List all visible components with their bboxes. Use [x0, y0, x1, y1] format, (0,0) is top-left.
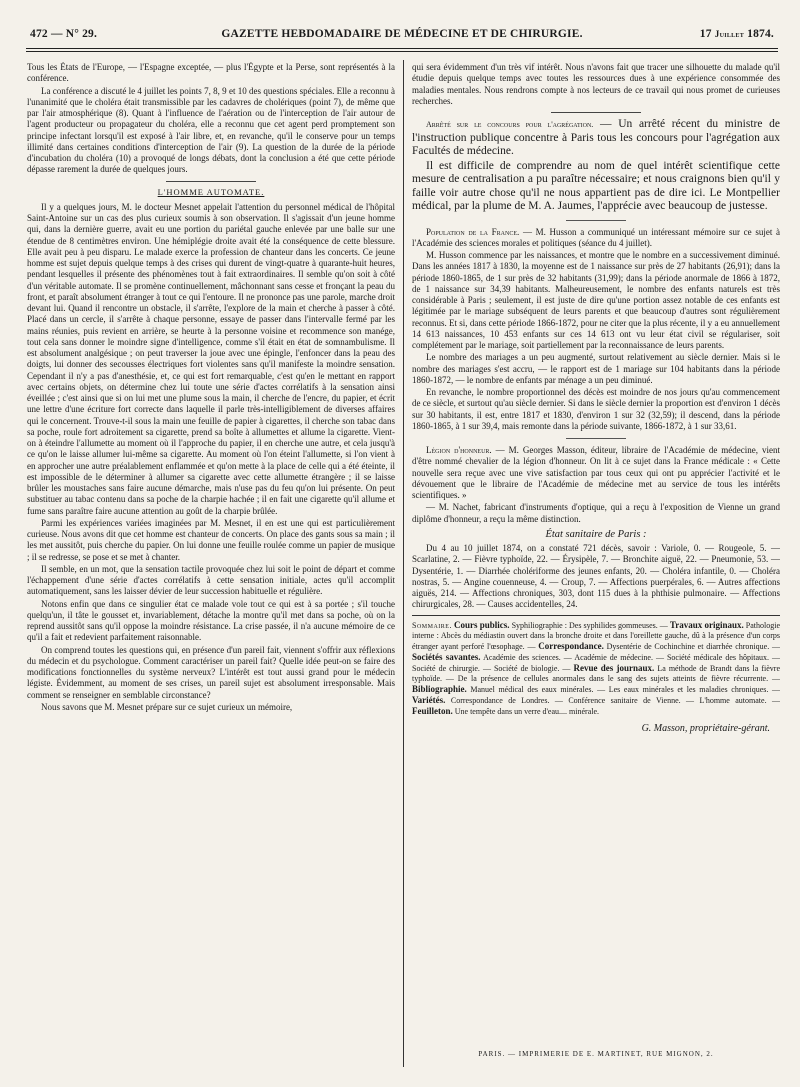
header-rule-bottom [26, 51, 778, 52]
section-divider [166, 181, 256, 182]
header-rule-top [26, 48, 778, 49]
news-item: Arrêté sur le concours pour l'agrégation. — Un arrêté récent du ministre de l'instruction publique concentre à Paris tous les concours pour l'agrégation aux Facultés de médecine. [412, 118, 780, 157]
paragraph: Il semble, en un mot, que la sensation tactile provoquée chez lui soit le point de départ et comme l'échappement d'une série d'actes corrélatifs à cette sensation initiale, actes qu'il accomplit automatiquement, sans les laisser dévier de leur succession habituelle et régulière. [27, 563, 395, 597]
publisher-signature: G. Masson, propriétaire-gérant. [641, 722, 770, 734]
health-report: Du 4 au 10 juillet 1874, on a constaté 721 décès, savoir : Variole, 0. — Rougeole, 5. — Scarlatine, 2. — Fièvre typhoïde, 22. — Érysipèle, 7. — Bronchite aiguë, 22. — Pneumonie, 53. — Dysentérie, 1. — Diarrhée cholériforme des jeunes enfants, 20. — Choléra infantile, 0. — Choléra nostras, 5. — Angine couenneuse, 4. — Croup, 7. — Affections puerpérales, 6. — Autres affections aiguës, 214. — Affections chroniques, 303, dont 115 dues à la phthisie pulmonaire. — Affections chirurgicales, 28. — Causes accidentelles, 24. [412, 543, 780, 610]
health-report-title: État sanitaire de Paris : [545, 528, 647, 540]
section-heading: L'HOMME AUTOMATE. [157, 186, 265, 197]
news-item: Légion d'honneur. — M. Georges Masson, éditeur, libraire de l'Académie de médecine, vient d'être nommé chevalier de la légion d'honneur. On lit à ce sujet dans la France médicale : « Cette nouvelle sera reçue avec une vive satisfaction par tous ceux qui ont pu apprécier l'activité et le dévouement que le libraire de l'Académie de médecine met au service de tous les intérêts scientifiques. » [412, 445, 780, 500]
divider [412, 615, 780, 616]
paragraph: M. Husson commence par les naissances, et montre que le nombre en a successivement diminué. Dans les années 1817 à 1830, la moyenne est de 1 naissance sur près de 27 habitants (26,91); dans la période 1860-1865, de 1 sur près de 32 habitants (31,99); dans la période anormale de 1866 à 1872, de 1 naissance sur 34,39 habitants. Malheureusement, le nombre des enfants naturels est très considérable à Paris ; seulement, il est juste de dire qu'une portion assez notable de ces enfants est légitimée par le mariage subséquent de leurs parents et que beaucoup d'autres sont régulièrement reconnus. Et si, dans cette période 1866-1872, pour ne citer que la plus récente, il y a eu annuellement 14 613 naissances, 10 453 enfants sur ces 14 613 ont vu leur état civil se régulariser, soit complétement par le mariage, soit partiellement par la reconnaissance de leurs parents. [412, 250, 780, 350]
left-column [27, 62, 395, 1062]
paragraph: Le nombre des mariages a un peu augmenté, surtout relativement au siècle dernier. Mais si le nombre des mariages s'est accru, — le rapport est de 1 mariage sur 104 habitants dans la période 1860-1872, — le nombre de enfants par ménage a un peu diminué. [412, 352, 780, 385]
column-divider [403, 60, 404, 1067]
issue-date: 17 Juillet 1874. [699, 28, 774, 40]
table-of-contents: Sommaire. Cours publics. Syphiliographie : Des syphilides gommeuses. — Travaux originaux. Pathologie interne : Abcès du médiastin ouvert dans la bronche droite et dans l'oreillette gauche, dû à la présence d'un corps étranger ayant perforé l'œsophage. — Correspondance. Dysentérie de Cochinchine et diarrhée chronique. — Sociétés savantes. Académie des sciences. — Académie de médecine. — Société médicale des hôpitaux. — Société de chirurgie. — Société de biologie. — Revue des journaux. La méthode de Brandt dans la fièvre typhoïde. — De la présence de cellules anormales dans le sang des sujets atteints de fièvre récurrente. — Bibliographie. Manuel médical des eaux minérales. — Les eaux minérales et les maladies chroniques. — Variétés. Correspondance de Londres. — Conférence sanitaire de Vienne. — L'homme automate. — Feuilleton. Une tempête dans un verre d'eau.... minérale. [412, 619, 780, 716]
section-divider [566, 438, 626, 439]
paragraph: La conférence a discuté le 4 juillet les points 7, 8, 9 et 10 des questions spéciales. Elle a reconnu à l'unanimité que le choléra était transmissible par les cadavres de cholériques (point 7), de même que par l'air atmosphérique (8). Quant à l'influence de l'aération ou de l'interception de l'air autour de l'agent producteur ou propagateur du choléra, elle a reconnu que cet agent perd promptement son principe infectant lorsqu'il est exposé à l'air libre, et, en revanche, qu'il le conserve pour un temps illimité dans certaines conditions d'interception de l'air (9). La question de la durée de la période d'incubation du choléra (10) a provoqué de longs débats, dont la conclusion a été que cette période dépasse rarement la durée de quelques jours. [27, 85, 395, 175]
paragraph: Tous les États de l'Europe, — l'Espagne exceptée, — plus l'Égypte et la Perse, sont représentés à la conférence. [27, 62, 395, 84]
section-divider [566, 220, 626, 221]
paragraph: Il est difficile de comprendre au nom de quel intérêt scientifique cette mesure de centralisation a pu paraître nécessaire; et nous craignons bien qu'il y faille voir autre chose qu'il ne nous appartient pas de dire ici. Le Montpellier médical, par la plume de M. A. Jaumes, l'apprécie avec beaucoup de justesse. [412, 159, 780, 212]
page-number: 472 — N° 29. [30, 28, 98, 40]
paragraph: qui sera évidemment d'un très vif intérêt. Nous n'avons fait que tracer une silhouette du malade qu'il étudie depuis quelque temps avec toutes les ressources dues à une expérience consommée des maladies mentales. Nous rendrons compte à nos lecteurs de ce travail qui nous promet de curieuses recherches. [412, 62, 780, 106]
right-column [412, 62, 780, 1062]
paragraph: — M. Nachet, fabricant d'instruments d'optique, qui a reçu à l'exposition de Vienne un grand diplôme d'honneur, a reçu la même distinction. [412, 502, 780, 524]
paragraph: Nous savons que M. Mesnet prépare sur ce sujet curieux un mémoire, [41, 701, 293, 712]
paragraph: Notons enfin que dans ce singulier état ce malade vole tout ce qui est à sa portée ; s'il touche quelqu'un, il tâte le gousset et, invariablement, détache la montre qu'il met dans sa poche, où on la reprend aussitôt sans qu'il oppose la moindre résistance. La crise passée, il n'a aucune mémoire de ce qu'il a fait et redevient parfaitement raisonnable. [27, 598, 395, 643]
news-item: Population de la France. — M. Husson a communiqué un intéressant mémoire sur ce sujet à l'Académie des sciences morales et politiques (séance du 4 juillet). [412, 226, 780, 248]
journal-title: GAZETTE HEBDOMADAIRE DE MÉDECINE ET DE CHIRURGIE. [221, 28, 583, 40]
issue-number: — N° 29. [50, 28, 98, 40]
paragraph: Parmi les expériences variées imaginées par M. Mesnet, il en est une qui est particulièrement curieuse. Nous avons dit que cet homme est chanteur de concerts. On place des gants sous sa main ; il les met aussitôt, puis cherche du papier. On lui donne une feuille roulée comme un papier de musique ; il se redresse, se pose et se met à chanter. [27, 517, 395, 562]
printer-imprint: PARIS. — IMPRIMERIE DE E. MARTINET, RUE MIGNON, 2. [478, 1050, 714, 1058]
paragraph: Il y a quelques jours, M. le docteur Mesnet appelait l'attention du personnel médical de l'hôpital Saint-Antoine sur un cas des plus curieux soumis à son observation. Il s'agissait d'un jeune homme qui, dans la dernière guerre, avait eu une portion du pariétal gauche enlevée par une balle sur une étendue de 8 centimètres environ. Une hémiplégie droite avait été la conséquence de cette blessure. Elle avait peu à peu disparu. Le malade exerce la profession de chanteur dans les concerts. Ce jeune homme est sujet depuis quelque temps à des crises qui durent de vingt-quatre à quarante-huit heures, pendant lesquelles il présente des phénomènes tout à fait extraordinaires. Il semble qu'on soit à côté d'un véritable automate. Il se promène continuellement, mâchonnant sans cesse et fronçant la peau du front, et paraît absolument étranger à tout ce qui l'entoure. Il ne prononce pas une parole, marche droit devant lui. Quand il rencontre un obstacle, il s'arrête, l'explore de la main et cherche à passer à côté. Placé dans un cercle, il s'arrête à chaque personne, essaye de passer dans l'intervalle fermé par les mains réunies, puis revient en arrière, se heurte à la personne voisine et recommence son manége, tout cela sans donner le moindre signe d'intelligence, comme s'il était en état de somnambulisme. Il est absolument analgésique ; on peut traverser la joue avec une épingle, l'enfoncer dans la peau des doigts, lui donner des secousses électriques fort violentes sans qu'il manifeste la moindre sensation. Cependant il n'y a pas d'anesthésie, et, ce qui est fort remarquable, c'est qu'en le mettant en rapport avec certains objets, on détermine chez lui toute une série d'actes corrélatifs à la sensation ainsi éveillée ; c'est ainsi que si on lui met une plume sous la main, il cherche de l'encre, du papier, et écrit une lettre d'une écriture fort correcte dans laquelle il parle très-intelligiblement de diverses affaires qui le concernent. Trouve-t-il sous la main une feuille de papier à cigarettes, il cherche son tabac dans sa poche, roule fort adroitement sa cigarette, prend sa boîte à allumettes et allume la cigarette. Vient-on à éteindre l'allumette au moment où il l'approche du papier, il en cherche une autre, et cela jusqu'à ce qu'on le laisse allumer lui-même sa cigarette. Au moment où l'on éteint l'allumette, si l'on vient à en approcher une autre préalablement enflammée et qu'on mette à la place de celle qui a été éteinte, il est impossible de le déterminer à allumer sa cigarette avec cette allumette étrangère ; il se laisse brûler les moustaches sans faire aucune démarche, mais n'use pas du feu qu'on lui présente. On peut substituer au tabac contenu dans sa poche de la charpie hachée ; il en fait une cigarette qu'il allume et fume sans paraître faire aucune attention au goût de la charpie brûlée. [27, 201, 395, 516]
paragraph: On comprend toutes les questions qui, en présence d'un pareil fait, viennent s'offrir aux réflexions du médecin et du psychologue. Comment caractériser un pareil fait? Quelle idée peut-on se faire des modifications fonctionnelles du système nerveux? L'intérêt est tout aussi grand pour le médecin légiste. Évidemment, au moment de ses crises, un pareil sujet est absolument irresponsable. Mais comment se renseigner en semblable circonstance? [27, 644, 395, 700]
page-header [26, 28, 778, 46]
section-divider [551, 112, 641, 113]
paragraph: En revanche, le nombre proportionnel des décès est moindre de nos jours qu'au commencement de ce siècle, et surtout qu'au siècle dernier. Si dans le siècle dernier la proportion est d'environ 1 décès sur 30 habitants, il est, entre 1817 et 1830, d'environ 1 sur 32 (32,59); il descend, dans la période 1860-1865, à 1 sur 39,4, mais remonte dans la période suivante, 1866-1872, à 1 sur 33,61. [412, 387, 780, 431]
